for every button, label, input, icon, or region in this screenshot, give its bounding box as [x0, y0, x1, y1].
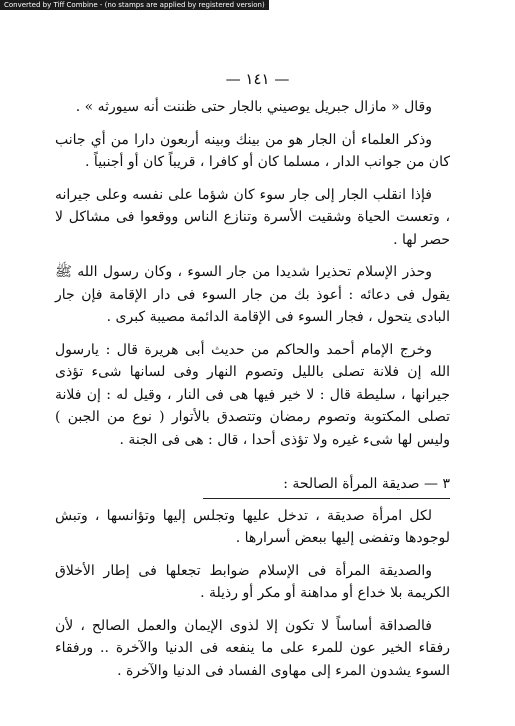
- paragraph: فالصداقة أساساً لا تكون إلا لذوى الإيمان والعمل الصالح ، لأن رفقاء الخير عون للمرء على ما ينفعه فى الدنيا والآخرة .. ورفقاء السوء يشدون المرء إلى مهاوى الفساد فى الدنيا والآخرة .: [55, 617, 450, 679]
- paragraph: وحذر الإسلام تحذيرا شديدا من جار السوء ، وكان رسول الله ﷺ يقول فى دعائه : أعوذ بك من جار السوء فى دار الإقامة فإن جار البادى يتحول ، فجار السوء فى الإقامة الدائمة مصيبة كبرى .: [55, 264, 450, 325]
- paragraph: وخرج الإمام أحمد والحاكم من حديث أبى هريرة قال : يارسول الله إن فلانة تصلى بالليل وتصوم النهار وفى لسانها شىء تؤذى جيرانها ، سليطة قال : لا خير فيها هى فى النار ، وقيل له : إن فلانة تصلى المكتوبة وتصوم رمضان وتتصدق بالأتوار ( نوع من الجبن ) وليس لها شىء غيره ولا تؤذى أحدا ، قال : هى فى الجنة .: [55, 341, 450, 448]
- paragraph: وقال « مازال جبريل يوصيني بالجار حتى ظننت أنه سيورثه » .: [75, 99, 432, 115]
- page-body: [55, 96, 450, 692]
- paragraph: والصديقة المرأة فى الإسلام ضوابط تجعلها فى إطار الأخلاق الكريمة بلا خداع أو مداهنة أو مكر أو رذيلة .: [55, 562, 450, 601]
- section-heading-text: ٣ — صديقة المرأة الصالحة :: [203, 473, 450, 499]
- paragraph: لكل امرأة صديقة ، تدخل عليها وتجلس إليها وتؤانسها ، وتبش لوجودها وتفضى إليها ببعض أسرارها .: [55, 507, 450, 546]
- paragraph: فإذا انقلب الجار إلى جار سوء كان شؤما على نفسه وعلى جيرانه ، وتعست الحياة وشقيت الأسرة وتنازع الناس ووقعوا فى مشاكل لا حصر لها .: [55, 186, 450, 248]
- page-number: — ١٤١ —: [225, 70, 290, 88]
- converter-banner: Converted by Tiff Combine - (no stamps are applied by registered version): [0, 0, 269, 10]
- paragraph: وذكر العلماء أن الجار هو من بينك وبينه أربعون دارا من أي جانب كان من جوانب الدار ، مسلما كان أو كافرا ، قريباً كان أو أجنبياً .: [55, 131, 450, 170]
- section-heading: [55, 473, 450, 499]
